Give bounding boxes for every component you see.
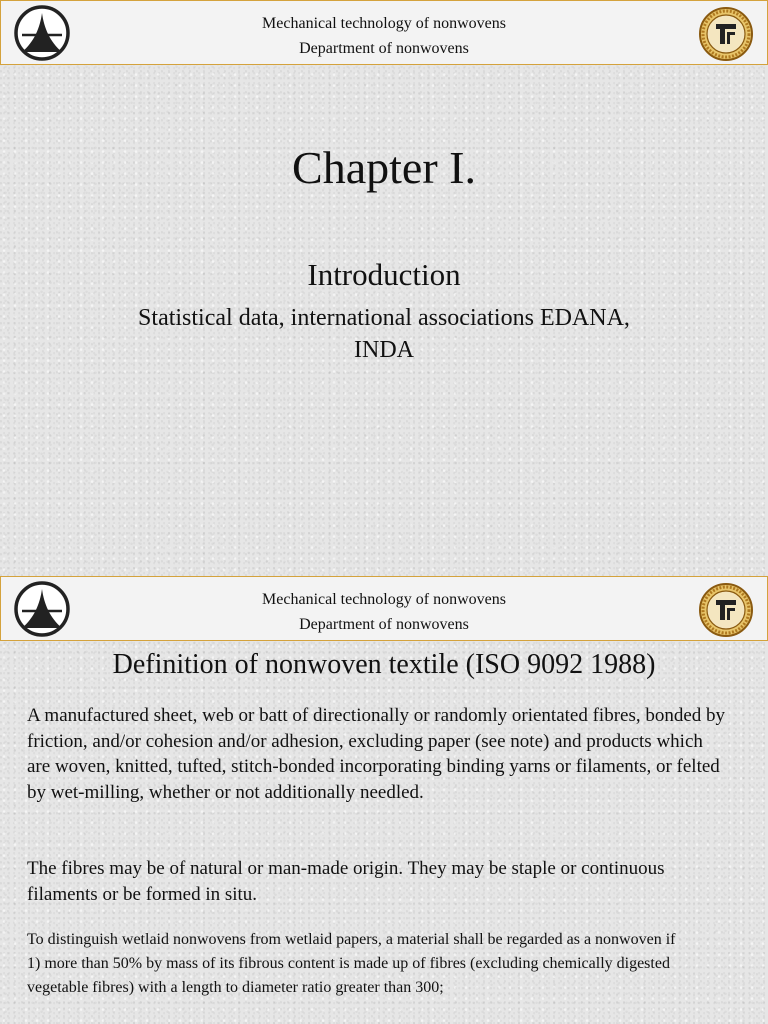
faculty-textile-seal-icon	[698, 582, 754, 638]
definition-title: Definition of nonwoven textile (ISO 9092 1988)	[112, 649, 656, 680]
wetlaid-note-intro: To distinguish wetlaid nonwovens from wetlaid papers, a material shall be regarded as a nonwoven if	[27, 931, 676, 948]
fibres-origin-paragraph: The fibres may be of natural or man-made origin. They may be staple or continuous filaments or be formed in situ.	[27, 858, 665, 905]
definition-paragraph: A manufactured sheet, web or batt of directionally or randomly orientated fibres, bonded by friction, and/or cohesion and/or adhesion, excluding paper (see note) and products which are woven, knitted, tufted, stitch-bonded incorporating binding yarns or filaments, or felted by wet-milling, whether or not additionally needled.	[27, 705, 726, 803]
faculty-textile-seal-icon	[698, 6, 754, 62]
header-line-course: Mechanical technology of nonwovens	[262, 591, 506, 608]
wetlaid-note-item-1: 1) more than 50% by mass of its fibrous content is made up of fibres (excluding chemically digested vegetable fibres) with a length to diameter ratio greater than 300;	[27, 955, 670, 996]
chapter-title: Chapter I.	[292, 142, 476, 193]
header-text	[1, 587, 767, 637]
slide-header	[0, 576, 768, 641]
header-text	[1, 11, 767, 61]
wetlaid-note	[27, 928, 728, 1000]
intro-subtitle: Statistical data, international associations EDANA, INDA	[138, 305, 630, 363]
slide-header	[0, 0, 768, 65]
header-line-department: Department of nonwovens	[299, 616, 469, 633]
header-line-course: Mechanical technology of nonwovens	[262, 15, 506, 32]
slide-definition	[0, 576, 768, 1024]
header-line-department: Department of nonwovens	[299, 40, 469, 57]
intro-title: Introduction	[307, 257, 461, 292]
